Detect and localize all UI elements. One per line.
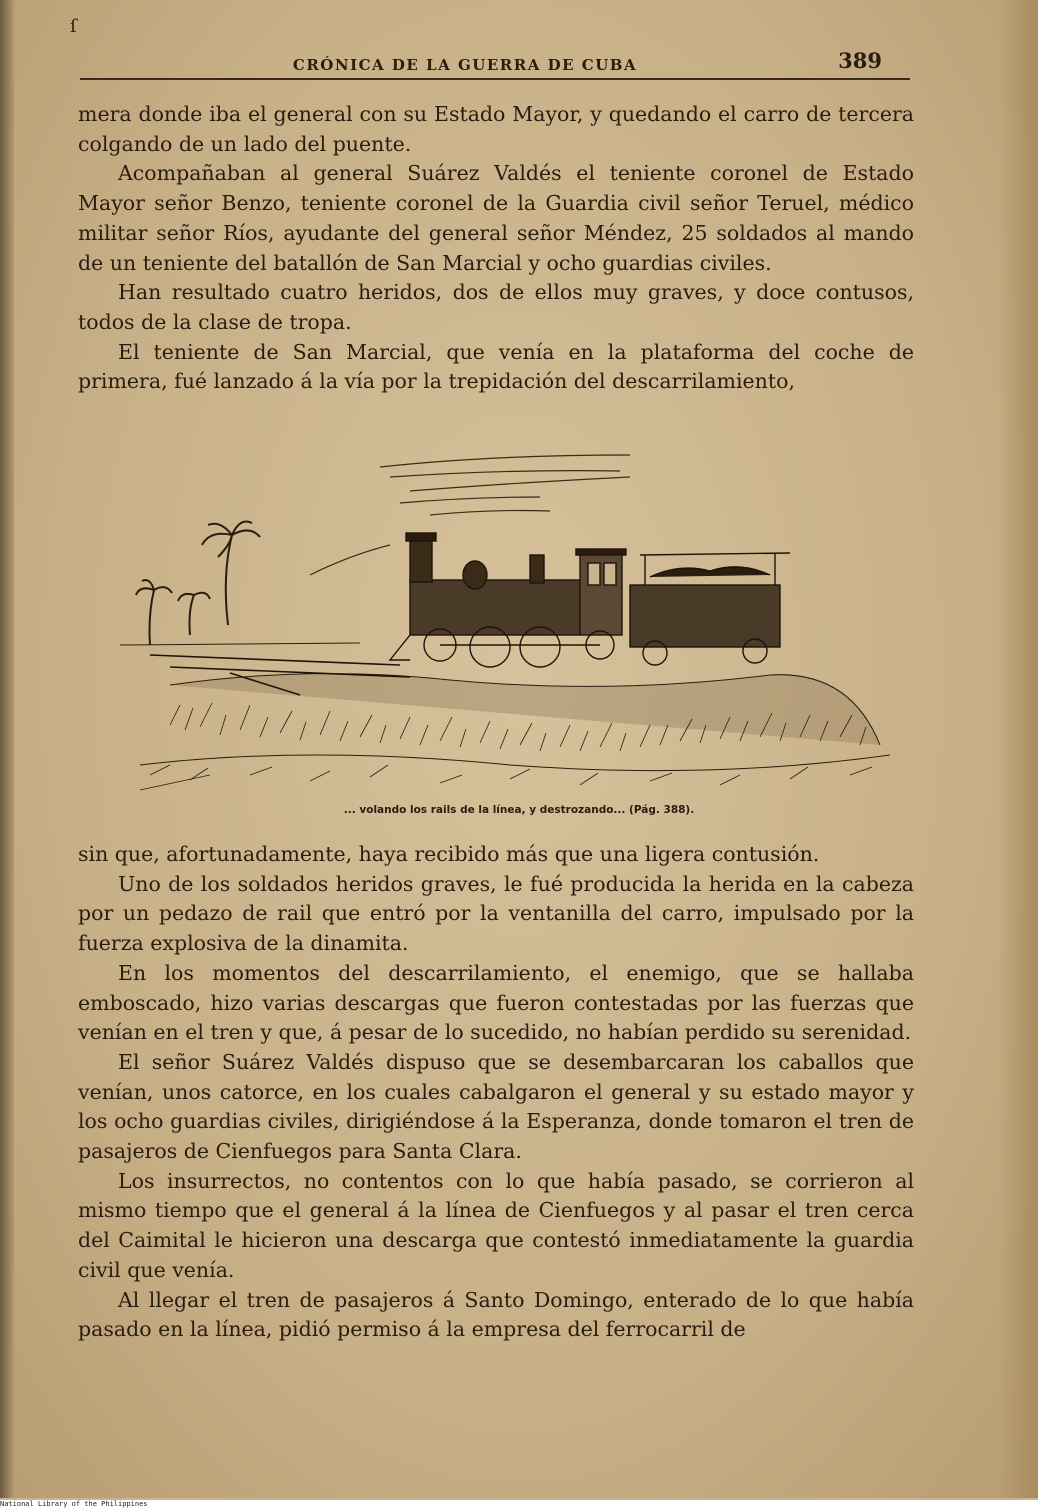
palm-trees xyxy=(136,522,260,646)
train-derailment-illustration xyxy=(110,445,900,805)
tender-car xyxy=(630,553,790,665)
scan-credit: National Library of the Philippines xyxy=(0,1500,1038,1508)
paragraph: En los momentos del descarrilamiento, el enemigo, que se hallaba emboscado, hizo varias descargas que fueron contestadas por las fuerzas que venían en el tren y que, á pesar de lo sucedido, no habían perdido su serenidad. xyxy=(78,960,914,1045)
page-binding-edge xyxy=(0,0,14,1498)
paragraph: Al llegar el tren de pasajeros á Santo Domingo, enterado de lo que había pasado en la línea, pidió permiso á la empresa del ferrocarril de xyxy=(78,1287,914,1342)
paragraph: El teniente de San Marcial, que venía en la plataforma del coche de primera, fué lanzado á la vía por la trepidación del descarrilamiento, xyxy=(78,339,914,394)
body-text-bottom xyxy=(78,840,914,1345)
running-head: CRÓNICA DE LA GUERRA DE CUBA xyxy=(292,56,638,74)
page-number: 389 xyxy=(838,48,882,73)
paragraph: Acompañaban al general Suárez Valdés el teniente coronel de Estado Mayor señor Benzo, teniente coronel de la Guardia civil señor Teruel, médico militar señor Ríos, ayudante del general señor Méndez, 25 soldados al mando de un teniente del batallón de San Marcial y ocho guardias civiles. xyxy=(78,161,914,275)
ground-hatching xyxy=(120,643,890,771)
paragraph: sin que, afortunadamente, haya recibido más que una ligera contusión. xyxy=(78,842,820,866)
page-outer-edge xyxy=(998,0,1038,1498)
corner-mark: ſ xyxy=(70,16,77,37)
paragraph: mera donde iba el general con su Estado Mayor, y quedando el carro de tercera colgando de un lado del puente. xyxy=(78,102,914,156)
page-header xyxy=(80,48,910,80)
body-text-top xyxy=(78,100,914,397)
locomotive xyxy=(390,533,626,667)
paragraph: Uno de los soldados heridos graves, le fué producida la herida en la cabeza por un pedazo de rail que entró por la ventanilla del carro, impulsado por la fuerza explosiva de la dinamita. xyxy=(78,871,914,956)
paragraph: Los insurrectos, no contentos con lo que había pasado, se corrieron al mismo tiempo que el general á la línea de Cienfuegos y al pasar el tren cerca del Caimital le hicieron una descarga que contestó inmediatamente la guardia civil que venía. xyxy=(78,1168,914,1282)
paragraph: El señor Suárez Valdés dispuso que se desembarcaran los caballos que venían, unos catorce, en los cuales cabalgaron el general y su estado mayor y los ocho guardias civiles, dirigiéndose á la Esperanza, donde tomaron el tren de pasajeros de Cienfuegos para Santa Clara. xyxy=(78,1049,914,1164)
illustration-caption: ... volando los rails de la línea, y destrozando... (Pág. 388). xyxy=(343,804,695,816)
paragraph: Han resultado cuatro heridos, dos de ellos muy graves, y doce contusos, todos de la clase de tropa. xyxy=(78,280,914,334)
